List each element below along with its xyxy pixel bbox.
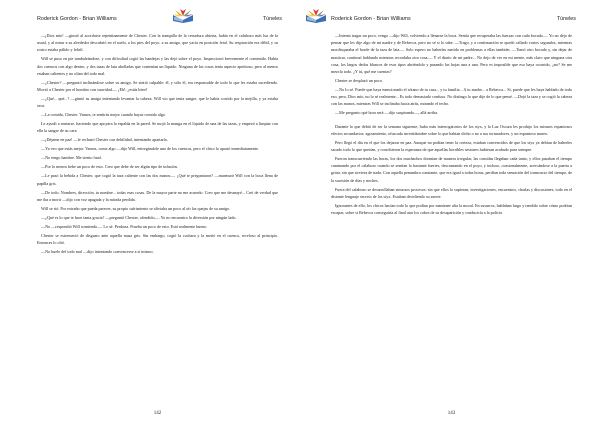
paragraph: —Ya veo que estás mejor. Vamos, come algo —dijo Will, entregándole uno de los cuencos, pero el chico lo apartó inmediatamente. xyxy=(41,146,259,152)
paragraph: Durante lo que debió de ser la semana siguiente, hubo más interrogatorios de los styx, y la Luz Oscura les produjo los mismos espantosos efectos secundarios: agotamiento, ofuscada incertidumbre sobre lo que habían dicho o no a sus torturadores, y un espantoso mareo. xyxy=(331,123,572,136)
paragraph: Pero llegó el día en el que los dejaron en paz. Aunque no podían tener la certeza, estaban convencidos de que los styx ya debían de haberles sacado todo lo que querían, y concibieron la esperanza de que aquellas horribles sesiones hubieran acabado para siempre. xyxy=(331,139,572,153)
left-header-author: Roderick Gordon - Brian Williams xyxy=(37,16,117,22)
left-page-number: 142 xyxy=(153,411,162,416)
paragraph: —¿Qué... qué...? —gimió su amigo intentando levantar la cabeza. Will vio que tenía sangre, que le había corrido por la mejilla, y ya estaba seca. xyxy=(37,96,278,109)
paragraph: —No tengo hambre. Me siento fatal. xyxy=(41,155,102,161)
paragraph: —¿Qué es lo que te hace tanta gracia? —preguntó Chester, ofendido—. Yo no encuentro la diversión por ningún lado. xyxy=(41,214,237,220)
paragraph: Ignorantes de ello, los chicos hacían todo lo que podían por mantener alta la moral. En susurros, hablaban largo y tendido sobre cómo podrían escapar, sobre si Rebecca conseguiría al final atar los cabos de su desaparición y conduciría a la policía xyxy=(331,202,572,216)
paragraph: Chester se desplazó un poco. xyxy=(335,78,383,84)
right-header-author: Roderick Gordon - Brian Williams xyxy=(331,16,411,22)
left-header-title: Túneles xyxy=(262,16,282,22)
open-book-logo-icon xyxy=(304,6,328,24)
paragraph: —De todo. Nombres, dirección, tu nombre... todas esas cosas. De la mayor parte no me acuerdo. Creo que me desmayé... Creí de verdad que me iba a morir —dijo con voz apagada y la mirada perdida. xyxy=(37,189,278,202)
paragraph: —Por lo menos bebe un poco de esto. Creo que debe de ser algún tipo de infusión. xyxy=(41,164,178,170)
right-page-body xyxy=(331,32,572,404)
paragraph: Chester se estremeció de disgusto ante aquella masa gris. Sin embargo, cogió la cuchara y la metió en el cuenco, receloso al principio. Entonces lo olió. xyxy=(37,232,278,246)
right-page xyxy=(304,0,590,424)
paragraph: —¡Déjame en paz! —le rechazó Chester con debilidad, intentando apartarlo. xyxy=(41,137,169,143)
paragraph: —¿Chester? —preguntó inclinándose sobre su amigo. Se sintió culpable: él, y sólo él, era responsable de todo lo que les estaba sucediendo. Movió a Chester por el hombro con suavidad—. ¡Eh!, ¿estás bien? xyxy=(37,79,278,93)
right-header-title: Túneles xyxy=(556,16,576,22)
paragraph: —La comida, Chester. Vamos, te sentirás mejor cuando hayas comido algo. xyxy=(41,112,167,118)
paragraph: —Intenta tragar un poco, venga —dijo Will, volviendo a llenarse la boca. Sentía que recuperaba las fuerzas con cada bocado—. Yo no dejo de pensar que les dije algo de mi madre y de Rebecca, pero no sé si lo sabe. —Trago, y a continuación se quedó callado varios segundos, mientras mordisqueaba el borde de la taza de lata—. Solo espero no haberlas metido en problemas a ellas también. —Tomó otro bocado y, sin dejar de masticar, continuó hablando mientras recordaba otra cosa—. Y el diario de mi padre... No dejo de ver en mi mente, más claro que ninguna otra cosa, los largos dedos blancos de esos tipos abriéndolo y pasando las hojas una a una. Pero es imposible que eso haya ocurrido, ¿no? Se me mezcla todo. ¿Y tú, qué me cuentas? xyxy=(331,33,572,75)
paragraph: —No —respondió Will sonriendo—. Lo sé. Perdona. Prueba un poco de esto. Está realmente bueno. xyxy=(41,223,208,229)
paragraph: —Le pasó la bebida a Chester, que cogió la taza caliente con las dos manos—. ¿Qué te preguntaron? —murmuró Will con la boca llena de papilla gris. xyxy=(37,173,278,186)
paragraph: Will se rió. Por extraño que pueda parecer, su propio sufrimiento se aliviaba un poco al oír las quejas de su amigo. xyxy=(41,205,231,211)
right-page-number: 143 xyxy=(447,411,456,416)
left-page xyxy=(10,0,296,424)
paragraph: Will se puso en pie tambaleándose, y con dificultad cogió las bandejas y las dejó sobre el poyo. Inspeccionó brevemente el contenido. Había dos cuencos con algo dentro, y dos tazas de lata abolladas que contenían un líquido. Ninguna de las cosas tenía aspecto apetitoso, pero al menos estaban calientes y no olían del todo mal. xyxy=(37,56,278,76)
paragraph: Fueron transcurriendo las horas, los dos muchachos dormían de manera irregular, las comidas llegaban cada tanto, y ellos pasaban el tiempo caminando por el calabozo cuando se sentían lo bastante fuertes, descansando en el poyo, y incluso, ocasionalmente, acercándose a la puerta a gritar, sin que sirviera de nada. Con aquella penumbra constante, que era igual a todas horas, perdían toda sensación del transcurso del tiempo, de la sucesión de días y noches. xyxy=(331,156,572,183)
paragraph: —No huele del todo mal —dijo intentando convencerse a sí mismo. xyxy=(41,249,154,255)
left-page-body xyxy=(37,32,278,404)
paragraph: —Me pregunto qué hora será —dijo suspirando—, allá arriba. xyxy=(335,110,439,116)
paragraph: —¡Dios mío! —gimió al acordarse repentinamente de Chester. Con la trampilla de la cerradura abierta, había en el calabozo más luz de la usual, y al mirar a su alrededor descubrió en el suelo, a los pies del poyo, a su amigo, que yacía en posición fetal. Su respiración era débil, y su rostro estaba pálido y febril. xyxy=(37,33,278,53)
paragraph: Le ayudó a sentarse, haciendo que apoyara la espalda en la pared. Se mojó la manga en el líquido de una de las tazas, y empezó a limpiar con ella la sangre de su cara. xyxy=(37,121,278,134)
left-page-header xyxy=(37,16,282,26)
paragraph: Fuera del calabozo se desarrollaban sinuosos procesos: sin que ellos lo supieran, investigaciones, encuentros, charlas y discusiones, todo en el distante lenguaje secreto de los styx. Estaban decidiendo su suerte. xyxy=(331,186,572,199)
open-book-logo-icon xyxy=(171,6,195,24)
paragraph: —No lo sé. Puede que haya mencionado el sótano de tu casa... y tu familia... A tu madre... a Rebecca... Sí, puede que les haya hablado de todo eso, pero, Dios mío, no lo sé realmente... Es todo demasiado confuso. No distingo lo que dije de lo que pensé. —Dejó la taza y se cogió la cabeza con las manos, mientras Will se inclinaba hacia atrás, mirando el techo. xyxy=(331,87,572,107)
right-page-header xyxy=(331,16,576,26)
